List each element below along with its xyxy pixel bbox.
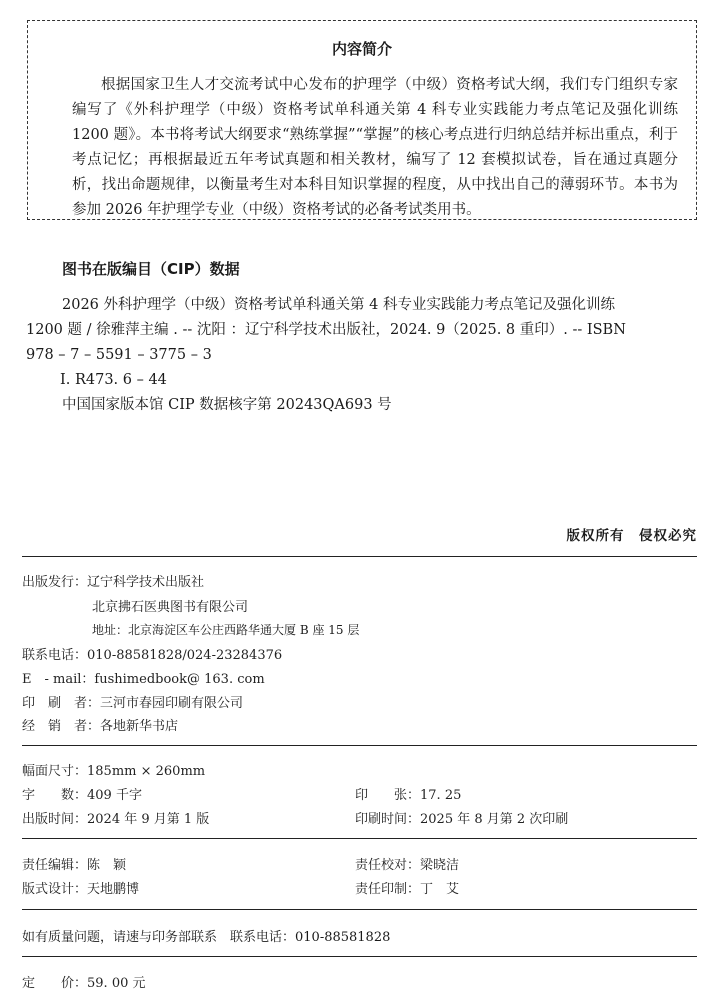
proof-value: 梁晓洁 (420, 858, 460, 873)
editor-row (22, 854, 126, 873)
publisher-label: 出版发行： (22, 575, 88, 590)
divider (22, 745, 697, 746)
price-row (22, 972, 146, 991)
publisher-value: 辽宁科学技术出版社 (87, 575, 205, 590)
email-row (22, 668, 265, 687)
sheets-value: 17. 25 (420, 788, 462, 803)
pubdate-row (22, 808, 209, 827)
words-label: 字 数： (22, 788, 88, 803)
intro-text: 根据国家卫生人才交流考试中心发布的护理学（中级）资格考试大纲，我们专门组织专家编写了《外科护理学（中级）资格考试单科通关第 4 科专业实践能力考点笔记及强化训练 1200 题》。本书将考试大纲要求“熟练掌握”“掌握”的核心考点进行归纳总结并标出重点，利于考点记忆；再根据最近五年考试真题和相关教材，编写了 12 套模拟试卷，旨在通过真题分析，找出命题规律，以衡量考生对本科目知识掌握的程度，从中找出自己的薄弱环节。本书为参加 2026 年护理学专业（中级）资格考试的必备考试类用书。 (72, 77, 678, 218)
print-row (355, 878, 459, 897)
rights-notice: 版权所有 侵权必究 (566, 528, 697, 544)
printdate-row (355, 808, 568, 827)
design-value: 天地鹏博 (87, 882, 140, 897)
pubdate-label: 出版时间： (22, 812, 88, 827)
cip-body (26, 293, 697, 418)
design-row (22, 878, 139, 897)
distributor-label: 经 销 者： (22, 719, 101, 734)
printdate-label: 印刷时间： (355, 812, 421, 827)
proof-label: 责任校对： (355, 858, 421, 873)
size-label: 幅面尺寸： (22, 764, 88, 779)
address-row (92, 621, 359, 638)
phone-label: 联系电话： (22, 648, 88, 663)
size-value: 185mm × 260mm (87, 764, 206, 779)
print-label: 责任印制： (355, 882, 421, 897)
size-row (22, 760, 205, 779)
intro-title: 内容简介 (331, 40, 392, 58)
address-value: 北京海淀区车公庄西路华通大厦 B 座 15 层 (128, 623, 360, 637)
quality-contact: 如有质量问题，请速与印务部联系 联系电话：010-88581828 (22, 930, 391, 945)
distributor-value: 各地新华书店 (100, 719, 179, 734)
editor-label: 责任编辑： (22, 858, 88, 873)
cip-heading: 图书在版编目（CIP）数据 (62, 260, 240, 278)
cip-line-5: 中国国家版本馆 CIP 数据核字第 20243QA693 号 (62, 397, 392, 413)
words-value: 409 千字 (87, 788, 142, 803)
divider (22, 909, 697, 910)
phone-value: 010-88581828/024-23284376 (87, 648, 283, 663)
divider (22, 956, 697, 957)
printer-value: 三河市春园印刷有限公司 (100, 696, 244, 711)
sheets-row (355, 784, 461, 803)
printer-row (22, 692, 243, 711)
phone-row (22, 644, 282, 663)
cip-line-3: 978 – 7 – 5591 – 3775 – 3 (26, 347, 212, 363)
cip-line-4: Ⅰ. R473. 6 – 44 (60, 372, 167, 388)
pubdate-value: 2024 年 9 月第 1 版 (87, 812, 210, 827)
sheets-label: 印 张： (355, 788, 421, 803)
price-label: 定 价： (22, 976, 88, 991)
print-value: 丁 艾 (420, 882, 460, 897)
words-row (22, 784, 142, 803)
proof-row (355, 854, 459, 873)
email-label: E - mail： (22, 672, 95, 687)
cip-line-2: 1200 题 / 徐雅萍主编 . -- 沈阳 ：辽宁科学技术出版社，2024. 9（2025. 8 重印）. -- ISBN (26, 322, 626, 338)
address-label: 地址： (92, 623, 129, 637)
printdate-value: 2025 年 8 月第 2 次印刷 (420, 812, 569, 827)
distributor-row (22, 715, 178, 734)
editor-value: 陈 颖 (87, 858, 127, 873)
intro-box (27, 20, 697, 220)
co-publisher: 北京拂石医典图书有限公司 (92, 600, 249, 615)
design-label: 版式设计： (22, 882, 88, 897)
divider (22, 838, 697, 839)
printer-label: 印 刷 者： (22, 696, 101, 711)
price-value: 59. 00 元 (87, 976, 146, 991)
divider (22, 556, 697, 557)
email-value: fushimedbook@ 163. com (94, 672, 265, 687)
cip-line-1: 2026 外科护理学（中级）资格考试单科通关第 4 科专业实践能力考点笔记及强化训练 (62, 297, 615, 313)
publisher-row (22, 571, 204, 590)
